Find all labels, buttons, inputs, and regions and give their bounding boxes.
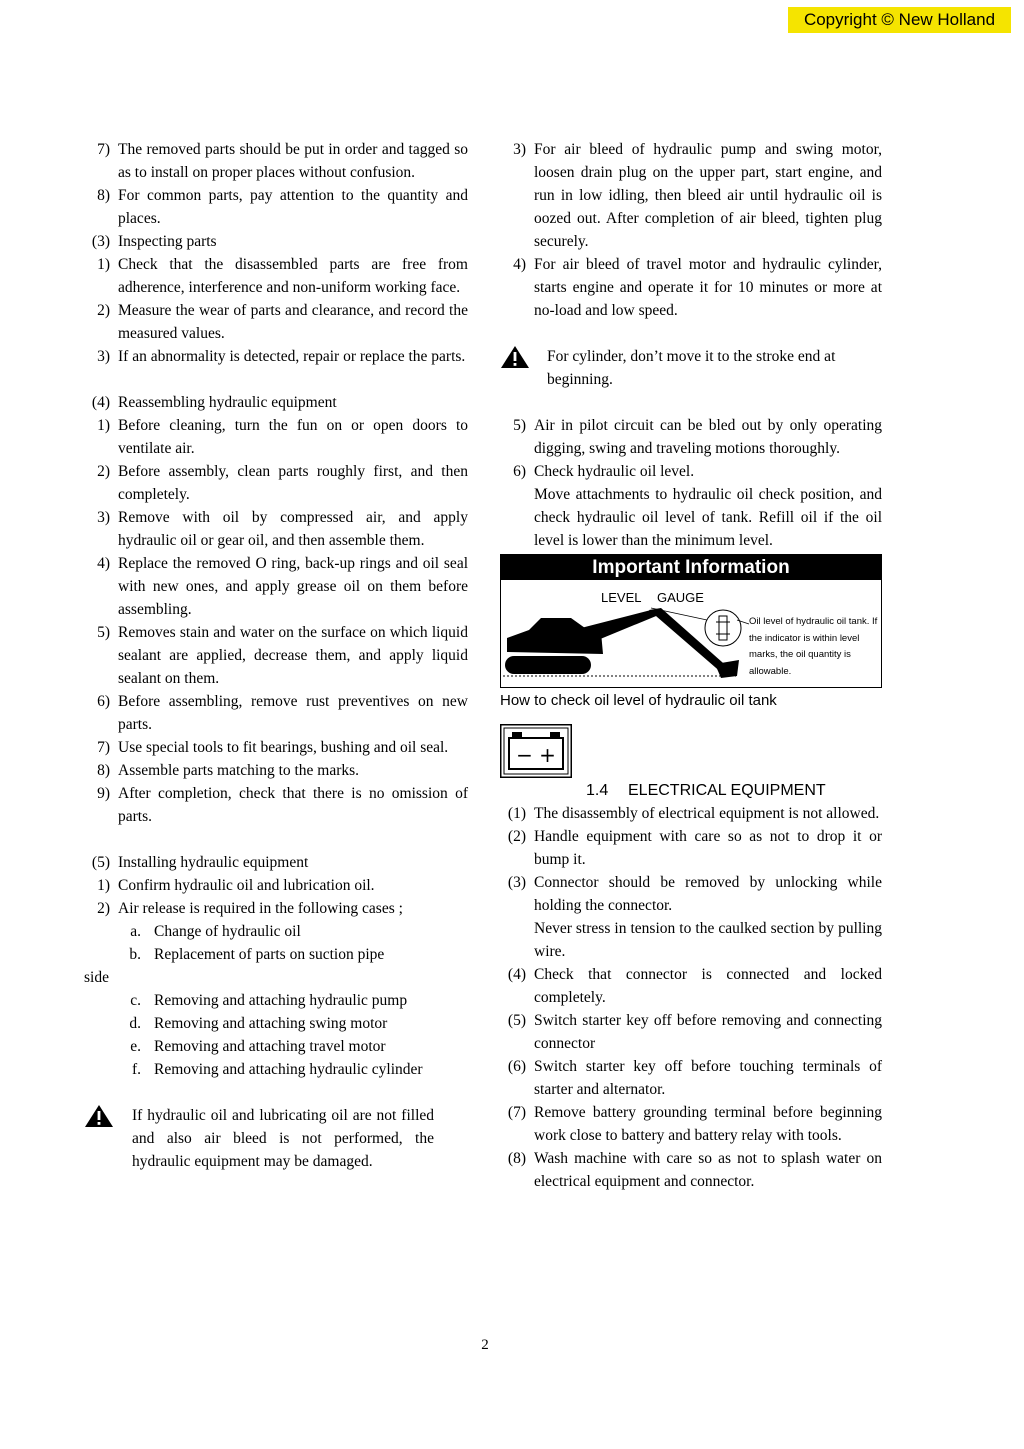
list-item-number: 3) [513, 141, 526, 158]
list-item [500, 917, 882, 963]
list-item [84, 736, 468, 759]
battery-icon [500, 724, 572, 778]
warning-icon [500, 345, 547, 391]
important-information-title: Important Information [501, 555, 881, 580]
list-item-number: (2) [507, 828, 526, 845]
list-item [84, 414, 468, 460]
list-item-number: 4) [97, 555, 110, 572]
list-item [500, 1055, 882, 1101]
list-item-text: Installing hydraulic equipment [118, 854, 309, 871]
list-item [84, 460, 468, 506]
list-item-text: Never stress in tension to the caulked section by pulling wire. [534, 920, 882, 960]
list-item [84, 299, 468, 345]
battery-symbols: − + [516, 743, 556, 767]
page-number: 2 [481, 1337, 489, 1353]
warning-note [500, 345, 882, 391]
right-list-a [500, 138, 882, 322]
list-item-text: Measure the wear of parts and clearance, and record the measured values. [118, 302, 468, 342]
list-item-text: Replace the removed O ring, back-up rings and oil seal with new ones, and apply grease oil on them before assembling. [118, 555, 468, 618]
list-item-text: Replacement of parts on suction pipe [154, 946, 385, 963]
list-item-text: For air bleed of travel motor and hydraulic cylinder, starts engine and operate it for 10 minutes or more at no-load and low speed. [534, 256, 882, 319]
list-item [84, 989, 468, 1012]
list-item-text: Switch starter key off before touching terminals of starter and alternator. [534, 1058, 882, 1098]
list-item-text: Handle equipment with care so as not to drop it or bump it. [534, 828, 882, 868]
list-item-number: 8) [97, 762, 110, 779]
list-item [500, 253, 882, 322]
list-item [84, 920, 468, 943]
level-label: LEVEL [601, 590, 642, 605]
list-item-number: 3) [97, 348, 110, 365]
list-item [500, 414, 882, 460]
list-item [84, 851, 468, 874]
list-item-number: 1) [97, 256, 110, 273]
list-item [500, 1147, 882, 1193]
list-item [84, 506, 468, 552]
right-column [500, 138, 882, 1193]
list-item-number: (7) [507, 1104, 526, 1121]
list-item-text: Removing and attaching swing motor [154, 1015, 388, 1032]
list-item-number: 7) [97, 739, 110, 756]
list-item [500, 802, 882, 825]
list-item-text: Connector should be removed by unlocking while holding the connector. [534, 874, 882, 914]
list-item [84, 621, 468, 690]
list-item-text: Reassembling hydraulic equipment [118, 394, 337, 411]
list-item-number: (8) [507, 1150, 526, 1167]
list-item-text: Air in pilot circuit can be bled out by only operating digging, swing and traveling motions thoroughly. [534, 417, 882, 457]
list-item [84, 391, 468, 414]
list-item-number: a. [130, 923, 141, 940]
list-item-text: Check hydraulic oil level. [534, 463, 695, 480]
list-item-number: (3) [91, 233, 110, 250]
list-item-text: Before assembly, clean parts roughly first, and then completely. [118, 463, 468, 503]
list-item-text: Remove with oil by compressed air, and apply hydraulic oil or gear oil, and then assemble them. [118, 509, 468, 549]
list-item [500, 963, 882, 1009]
left-list-reassembling [84, 391, 468, 828]
list-item-number: 5) [97, 624, 110, 641]
list-item [500, 483, 882, 552]
list-item-number: 7) [97, 141, 110, 158]
list-item-text: For air bleed of hydraulic pump and swing motor, loosen drain plug on the upper part, start engine, and run in low idling, then bleed air until hydraulic oil is oozed out. After completion of air bleed, tighten plug securely. [534, 141, 882, 250]
illustration-caption: How to check oil level of hydraulic oil tank [500, 692, 777, 709]
list-item [500, 1009, 882, 1055]
list-item [84, 1058, 468, 1081]
list-item-number: (4) [91, 394, 110, 411]
oil-level-note: Oil level of hydraulic oil tank. If the indicator is within level marks, the oil quantity is allowable. [749, 616, 878, 677]
list-item-number: d. [129, 1015, 141, 1032]
list-item-text: Remove battery grounding terminal before beginning work close to battery and battery relay with tools. [534, 1104, 882, 1144]
list-item-text: Check that connector is connected and locked completely. [534, 966, 882, 1006]
air-release-cases [84, 920, 468, 966]
section-number: 1.4 [586, 782, 609, 799]
list-item-number: (1) [507, 805, 526, 822]
list-item [84, 253, 468, 299]
list-item-text: Before cleaning, turn the fun on or open doors to ventilate air. [118, 417, 468, 457]
list-item-number: c. [130, 992, 141, 1009]
spacer [84, 368, 468, 391]
list-item-number: b. [129, 946, 141, 963]
spacer [500, 391, 882, 414]
list-item-number: 2) [97, 302, 110, 319]
list-item-number: 8) [97, 187, 110, 204]
list-item-text: Wash machine with care so as not to splash water on electrical equipment and connector. [534, 1150, 882, 1190]
list-item [500, 138, 882, 253]
list-item [84, 874, 468, 897]
oil-level-illustration [501, 580, 881, 687]
list-item-text: Confirm hydraulic oil and lubrication oil. [118, 877, 375, 894]
list-item-text: The disassembly of electrical equipment is not allowed. [534, 805, 880, 822]
list-item [500, 1101, 882, 1147]
list-item-text: For common parts, pay attention to the quantity and places. [118, 187, 468, 227]
list-item-number: 2) [97, 463, 110, 480]
section-title-text: ELECTRICAL EQUIPMENT [628, 782, 826, 799]
list-item-text: Air release is required in the following cases ; [118, 900, 403, 917]
list-item-number: e. [130, 1038, 141, 1055]
list-item-text: If an abnormality is detected, repair or replace the parts. [118, 348, 466, 365]
section-heading [500, 780, 882, 802]
list-item [84, 690, 468, 736]
list-item [84, 1012, 468, 1035]
warning-text: If hydraulic oil and lubricating oil are not filled and also air bleed is not performed, the hydraulic equipment may be damaged. [132, 1107, 434, 1170]
list-item-number: 2) [97, 900, 110, 917]
list-item [84, 759, 468, 782]
important-information-box [500, 554, 882, 688]
list-item [84, 230, 468, 253]
list-item-text: The removed parts should be put in order and tagged so as to install on proper places without confusion. [118, 141, 468, 181]
warning-note [84, 1104, 468, 1173]
list-item [84, 1035, 468, 1058]
gauge-label: GAUGE [657, 590, 704, 605]
list-item-number [500, 483, 534, 552]
list-item [84, 943, 468, 966]
list-item-number: (4) [507, 966, 526, 983]
list-item-text: Use special tools to fit bearings, bushing and oil seal. [118, 739, 449, 756]
list-item [84, 345, 468, 368]
list-item [84, 782, 468, 828]
spacer [500, 322, 882, 345]
list-item-number: 6) [97, 693, 110, 710]
air-release-cases-2 [84, 989, 468, 1081]
list-item-text: side [84, 969, 109, 986]
list-item-number: 9) [97, 785, 110, 802]
left-column [84, 138, 468, 1173]
list-item-number: (5) [507, 1012, 526, 1029]
left-list-a [84, 138, 468, 368]
list-item-text: Change of hydraulic oil [154, 923, 301, 940]
list-item-number: (5) [91, 854, 110, 871]
list-item-number: 5) [513, 417, 526, 434]
warning-text: For cylinder, don’t move it to the stroke end at beginning. [547, 348, 836, 388]
spacer [84, 828, 468, 851]
list-item-number: 4) [513, 256, 526, 273]
list-item-text: Removing and attaching hydraulic cylinder [154, 1061, 423, 1078]
list-item-text: Check that the disassembled parts are free from adherence, interference and non-uniform working face. [118, 256, 468, 296]
list-item-text: Before assembling, remove rust preventives on new parts. [118, 693, 468, 733]
list-item [500, 871, 882, 917]
warning-icon [84, 1104, 132, 1173]
list-item-number: 1) [97, 417, 110, 434]
list-item-number: 6) [513, 463, 526, 480]
list-item-number: 3) [97, 509, 110, 526]
right-list-b [500, 414, 882, 552]
list-item-text: After completion, check that there is no omission of parts. [118, 785, 468, 825]
list-item-text: Removes stain and water on the surface on which liquid sealant are applied, decrease them, and apply liquid sealant on them. [118, 624, 468, 687]
list-item [84, 184, 468, 230]
list-item [84, 552, 468, 621]
list-item [84, 897, 468, 920]
copyright-badge: Copyright © New Holland [788, 7, 1011, 33]
list-item-text: Switch starter key off before removing and connecting connector [534, 1012, 882, 1052]
spacer [84, 1081, 468, 1104]
list-item [500, 460, 882, 483]
list-item-number: (6) [507, 1058, 526, 1075]
list-item-text: Assemble parts matching to the marks. [118, 762, 360, 779]
right-list-electrical [500, 802, 882, 1193]
left-list-installing [84, 851, 468, 920]
list-item-text: Move attachments to hydraulic oil check position, and check hydraulic oil level of tank. Refill oil if the oil level is lower than the minimum level. [534, 486, 882, 549]
list-item-number [500, 917, 534, 963]
list-item-continuation [84, 966, 468, 989]
list-item-number: (3) [507, 874, 526, 891]
list-item-text: Removing and attaching travel motor [154, 1038, 386, 1055]
list-item-number: f. [131, 1061, 141, 1078]
list-item-number: 1) [97, 877, 110, 894]
list-item [500, 825, 882, 871]
list-item-text: Removing and attaching hydraulic pump [154, 992, 408, 1009]
list-item [84, 138, 468, 184]
list-item-text: Inspecting parts [118, 233, 217, 250]
